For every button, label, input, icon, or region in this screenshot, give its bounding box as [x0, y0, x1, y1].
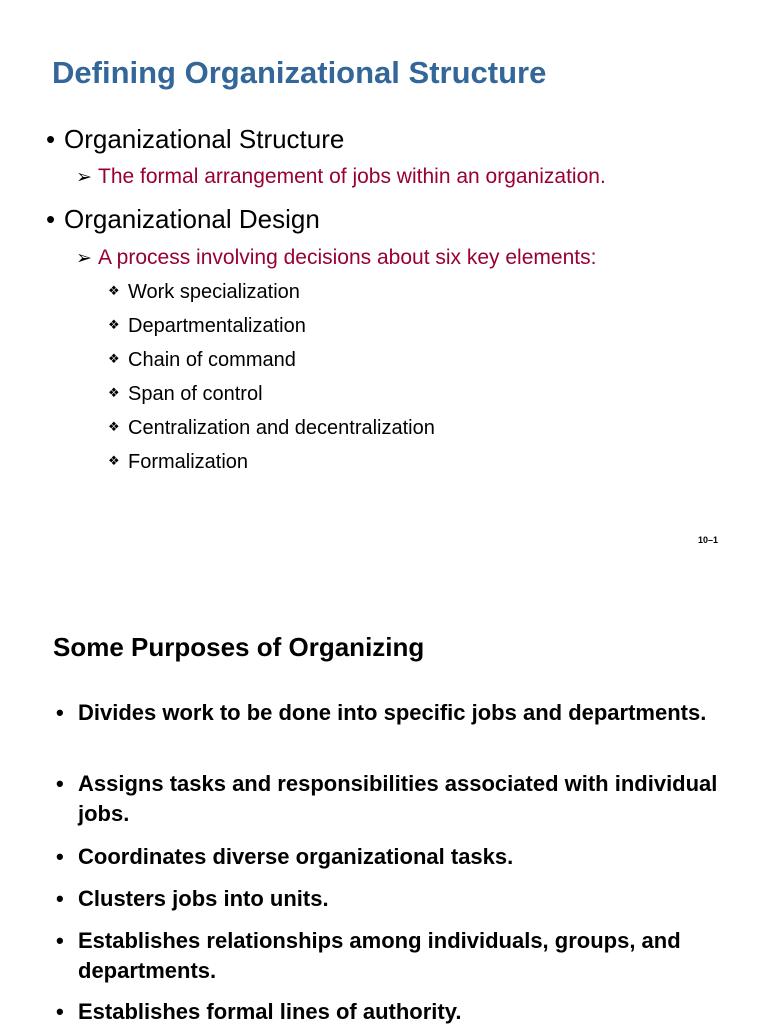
element-item [108, 349, 296, 372]
purpose-item [56, 698, 736, 728]
element-text: Formalization [128, 451, 249, 473]
diamond-bullet-icon: ❖ [108, 454, 120, 469]
element-text: Centralization and decentralization [128, 417, 435, 439]
purpose-item [56, 997, 736, 1027]
element-text: Work specialization [128, 281, 300, 303]
element-item [108, 451, 248, 474]
arrow-bullet-icon: ➢ [76, 166, 92, 188]
element-item [108, 315, 306, 338]
element-item [108, 417, 435, 440]
bullet-text: Organizational Structure [64, 124, 345, 154]
purpose-item [56, 842, 736, 872]
diamond-bullet-icon: ❖ [108, 420, 120, 435]
purpose-item [56, 884, 736, 914]
sub-bullet-design-definition [76, 246, 596, 270]
page-number: 10–1 [698, 535, 719, 545]
purpose-text: Divides work to be done into specific jobs and departments. [78, 700, 707, 725]
bullet-icon: • [46, 204, 56, 234]
bullet-icon: • [56, 886, 64, 911]
diamond-bullet-icon: ❖ [108, 284, 120, 299]
slide-purposes-of-organizing [0, 560, 768, 1024]
bullet-icon: • [56, 771, 64, 796]
element-item [108, 281, 300, 304]
element-item [108, 383, 263, 406]
bullet-icon: • [56, 844, 64, 869]
bullet-text: Organizational Design [64, 204, 320, 234]
bullet-icon: • [56, 700, 64, 725]
slide-title: Defining Organizational Structure [52, 55, 547, 90]
arrow-bullet-icon: ➢ [76, 247, 92, 269]
bullet-icon: • [56, 999, 64, 1024]
bullet-icon: • [56, 928, 64, 953]
purpose-text: Establishes relationships among individuals, groups, and departments. [78, 928, 681, 983]
element-text: Span of control [128, 383, 263, 405]
element-text: Departmentalization [128, 315, 306, 337]
purpose-text: Clusters jobs into units. [78, 886, 329, 911]
purpose-text: Assigns tasks and responsibilities associated with individual jobs. [78, 771, 718, 826]
purpose-item [56, 926, 736, 986]
bullet-organizational-design [46, 204, 320, 235]
diamond-bullet-icon: ❖ [108, 386, 120, 401]
bullet-icon: • [46, 124, 56, 154]
sub-bullet-structure-definition [76, 165, 606, 189]
slide-title: Some Purposes of Organizing [53, 632, 425, 662]
purpose-item [56, 769, 736, 829]
purpose-text: Coordinates diverse organizational tasks. [78, 844, 514, 869]
purpose-text: Establishes formal lines of authority. [78, 999, 462, 1024]
bullet-organizational-structure [46, 124, 344, 155]
diamond-bullet-icon: ❖ [108, 318, 120, 333]
sub-bullet-text: A process involving decisions about six key elements: [98, 246, 597, 269]
element-text: Chain of command [128, 349, 296, 371]
diamond-bullet-icon: ❖ [108, 352, 120, 367]
sub-bullet-text: The formal arrangement of jobs within an organization. [98, 165, 606, 188]
